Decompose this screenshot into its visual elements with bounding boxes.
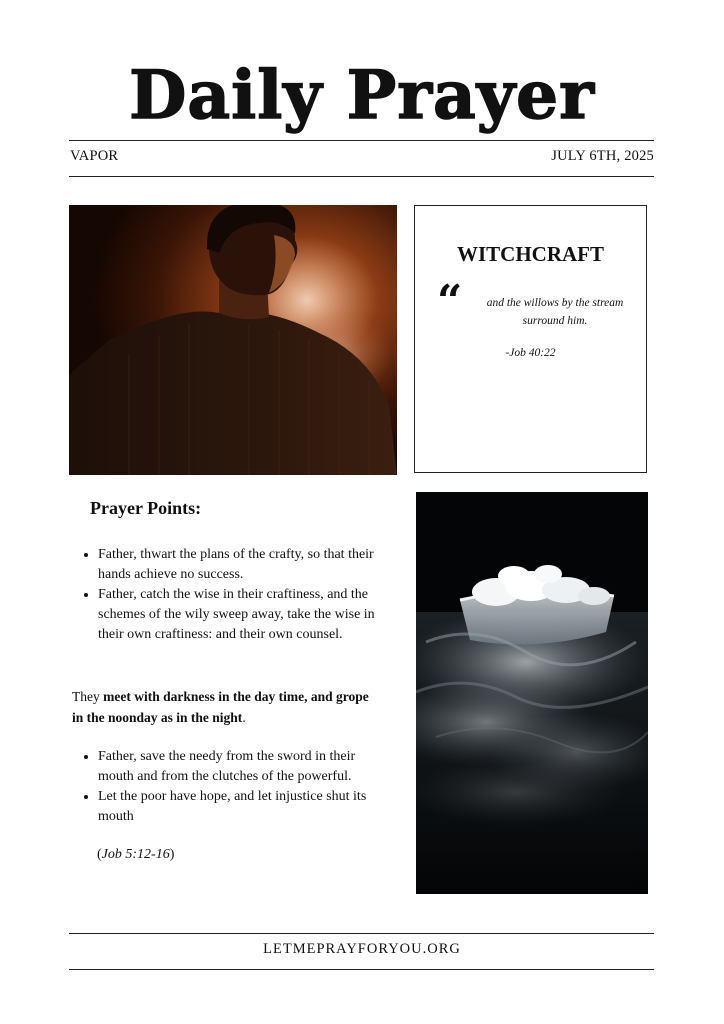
- verse-prefix: They: [72, 689, 104, 704]
- reference-open-paren: (: [97, 847, 102, 862]
- prayer-points-list-first: [84, 545, 388, 645]
- prayer-point: • Let the poor have hope, and let injustice shut its mouth: [98, 787, 388, 827]
- scripture-reference: [97, 847, 174, 863]
- prayer-point: • Father, thwart the plans of the crafty, so that their hands achieve no success.: [98, 545, 388, 585]
- issue-date: JULY 6TH, 2025: [551, 148, 654, 164]
- fog-bowl-photo: [416, 492, 648, 894]
- quote-reference: -Job 40:22: [505, 347, 556, 359]
- header-rule-top: [69, 140, 654, 141]
- prayer-points-list-second: [84, 747, 388, 827]
- prayer-point: • Father, catch the wise in their craftiness, and the schemes of the wily sweep away, take the wise in their own craftiness: and their own counsel.: [98, 585, 388, 645]
- quotation-mark-icon: “: [437, 276, 463, 327]
- header-rule-bottom: [69, 176, 654, 177]
- man-smoke-photo: [69, 205, 397, 475]
- quote-text: and the willows by the stream surround him.: [486, 297, 624, 327]
- prayer-point: • Father, save the needy from the sword in their mouth and from the clutches of the powerful.: [98, 747, 388, 787]
- masthead: [0, 52, 724, 138]
- footer-site-link[interactable]: LETMEPRAYFORYOU.ORG: [263, 941, 461, 957]
- quote-heading: WITCHCRAFT: [456, 242, 604, 266]
- scripture-quote-box: [414, 205, 647, 473]
- verse-suffix: .: [242, 710, 246, 725]
- masthead-title-svg: [0, 52, 724, 138]
- verse-emphasis: meet with darkness in the day time, and grope in the noonday as in the night: [72, 689, 369, 725]
- verse-paragraph: [72, 686, 372, 728]
- reference-text: Job 5:12-16: [101, 847, 170, 862]
- footer-rule-top: [69, 933, 654, 934]
- page-title: Daily Prayer: [129, 56, 595, 134]
- section-label: VAPOR: [70, 148, 119, 164]
- footer-rule-bottom: [69, 969, 654, 970]
- prayer-points-heading: Prayer Points:: [90, 498, 202, 518]
- reference-close-paren: ): [169, 847, 175, 862]
